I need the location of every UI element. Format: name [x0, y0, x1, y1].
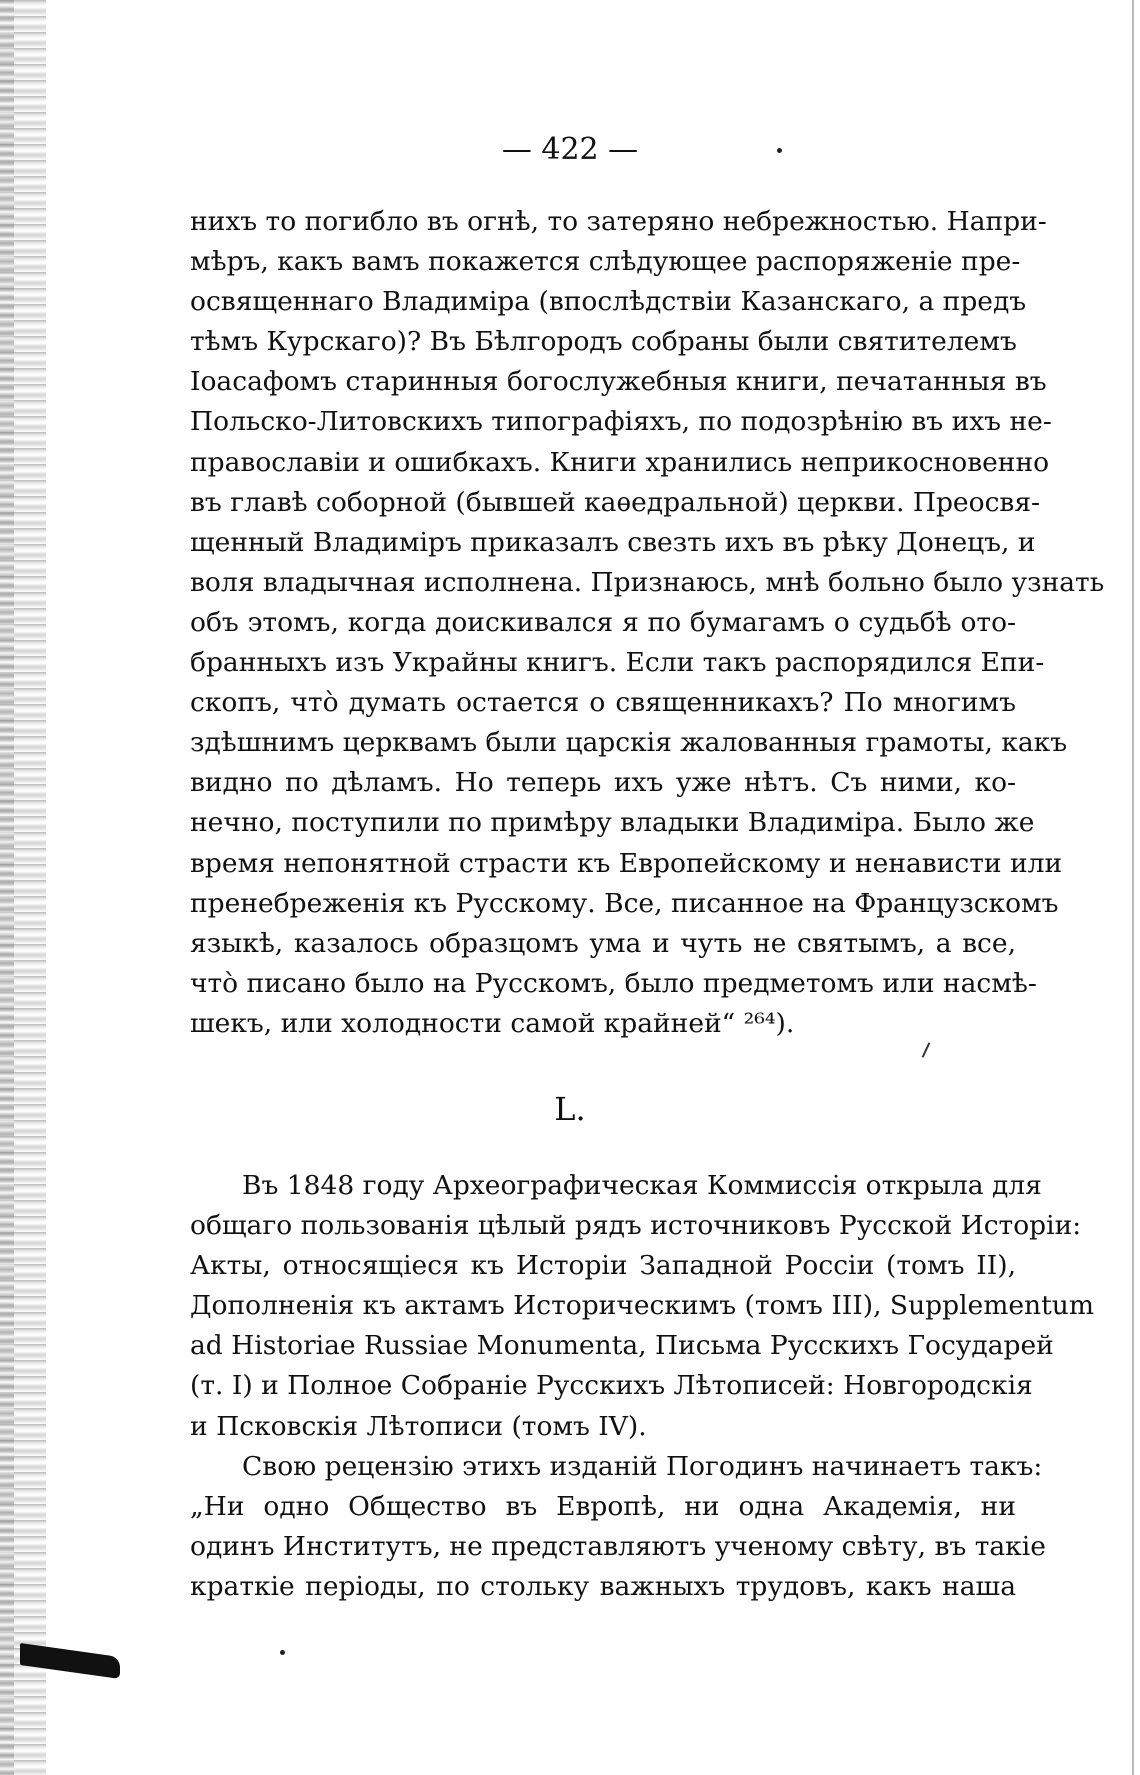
- scan-speck: [280, 1650, 285, 1655]
- text-line: Въ 1848 году Археографическая Коммиссія открыла для: [242, 1170, 1042, 1201]
- text-line: тѣмъ Курскаго)? Въ Бѣлгородъ собраны были святителемъ: [190, 326, 1017, 358]
- text-line: нечно, поступили по примѣру владыки Владиміра. Было же: [190, 807, 1035, 839]
- text-line: въ главѣ соборной (бывшей каѳедральной) церкви. Преосвя-: [190, 486, 1041, 518]
- text-line: Польско-Литовскихъ типографіяхъ, по подозрѣнію въ ихъ не-: [190, 406, 1052, 438]
- text-line: освященнаго Владиміра (впослѣдствіи Казанскаго, а предъ: [190, 286, 1027, 318]
- text-line: языкѣ, казалось образцомъ ума и чуть не святымъ, а все,: [190, 927, 1016, 959]
- text-line: и Псковскія Лѣтописи (томъ IV).: [190, 1410, 647, 1442]
- text-line: шекъ, или холодности самой крайней“ ²⁶⁴).: [190, 1007, 795, 1039]
- text-line: щенный Владиміръ приказалъ свезть ихъ въ рѣку Донецъ, и: [190, 526, 1036, 558]
- paragraph-2-and-3: [190, 1166, 1094, 1607]
- scan-binding-edge: [0, 0, 46, 1775]
- text-line: православіи и ошибкахъ. Книги хранились неприкосновенно: [190, 446, 1050, 478]
- paragraph-1: [190, 202, 1105, 1044]
- text-line: что̀ писано было на Русскомъ, было предметомъ или насмѣ-: [190, 967, 1037, 999]
- text-line: мѣръ, какъ вамъ покажется слѣдующее распоряженіе пре-: [190, 246, 1021, 278]
- text-line: здѣшнимъ церквамъ были царскія жалованныя грамоты, какъ: [190, 727, 1068, 759]
- text-line: (т. I) и Полное Собраніе Русскихъ Лѣтописей: Новгородскія: [190, 1370, 1033, 1402]
- text-line: Іоасафомъ старинныя богослужебныя книги, печатанныя въ: [190, 366, 1047, 398]
- text-line: Дополненія къ актамъ Историческимъ (томъ III), Supplementum: [190, 1290, 1094, 1322]
- scan-mark: [922, 1042, 931, 1057]
- text-line: объ этомъ, когда доискивался я по бумагамъ о судьбѣ ото-: [190, 606, 1016, 638]
- text-line: краткіе періоды, по стольку важныхъ трудовъ, какъ наша: [190, 1570, 1016, 1602]
- text-line: время непонятной страсти къ Европейскому и ненависти или: [190, 847, 1063, 879]
- scan-page-edge: [1132, 0, 1134, 1775]
- text-line: ad Historiae Russiae Monumenta, Письма Русскихъ Государей: [190, 1330, 1054, 1362]
- page-number: — 422 —: [501, 132, 639, 167]
- text-line: общаго пользованія цѣлый рядъ источниковъ Русской Исторіи:: [190, 1210, 1082, 1242]
- text-line: Свою рецензію этихъ изданій Погодинъ начинаетъ такъ:: [242, 1450, 1043, 1482]
- text-line: пренебреженія къ Русскому. Все, писанное на Французскомъ: [190, 887, 1059, 919]
- text-line: „Ни одно Общество въ Европѣ, ни одна Академія, ни: [190, 1490, 1016, 1522]
- text-line: одинъ Институтъ, не представляютъ ученому свѣту, въ такіе: [190, 1530, 1046, 1562]
- text-line: бранныхъ изъ Украйны книгъ. Если такъ распорядился Епи-: [190, 647, 1045, 679]
- text-line: видно по дѣламъ. Но теперь ихъ уже нѣтъ. Съ ними, ко-: [190, 767, 1016, 799]
- text-line: скопъ, что̀ думать остается о священникахъ? По многимъ: [190, 687, 1016, 719]
- text-line: Акты, относящіеся къ Исторіи Западной Россіи (томъ II),: [190, 1250, 1016, 1282]
- section-heading: L.: [554, 1090, 586, 1128]
- text-line: воля владычная исполнена. Признаюсь, мнѣ больно было узнать: [190, 566, 1105, 598]
- text-line: нихъ то погибло въ огнѣ, то затеряно небрежностью. Напри-: [190, 206, 1047, 237]
